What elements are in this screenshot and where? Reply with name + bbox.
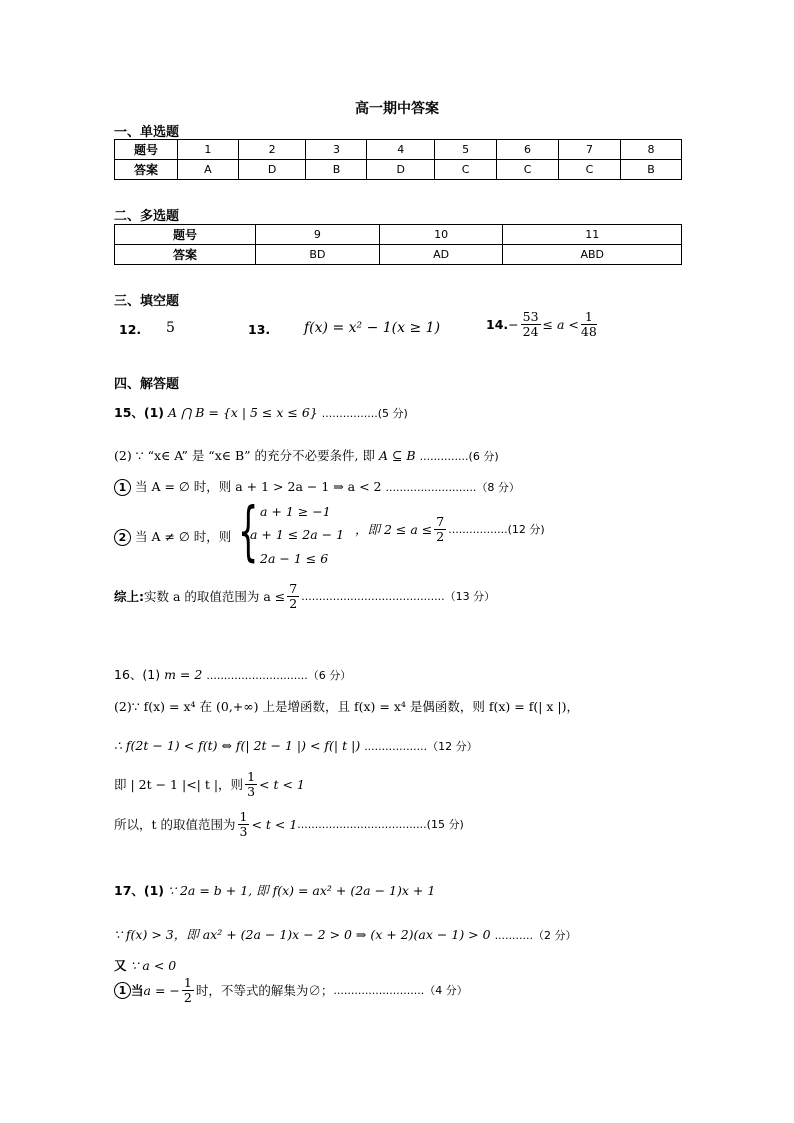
table-cell: D	[367, 160, 435, 180]
fraction	[521, 310, 541, 339]
table-cell: C	[559, 160, 621, 180]
fraction	[238, 810, 250, 839]
table-cell: 1	[178, 140, 239, 160]
q14-label: 14.	[486, 316, 509, 332]
denominator: 2	[183, 989, 192, 1005]
q16-part2: (2)∵ f(x) = x⁴ 在 (0,+∞) 上是增函数，且 f(x) = x⁴ 是偶函数，则 f(x) = f(| x |)，	[114, 699, 580, 714]
q15-p2-text: (2) ∵ “x∈ A” 是 “x∈ B” 的充分不必要条件, 即	[114, 448, 375, 463]
q16-part1	[114, 665, 351, 683]
section1-heading: 一、单选题	[114, 125, 180, 140]
denominator: 3	[239, 823, 248, 839]
table-cell: 10	[379, 225, 503, 245]
numerator: 1	[581, 310, 597, 325]
q16-p5-score: .....................................(15 分)	[297, 818, 464, 832]
q16-p4-post: < t < 1	[259, 776, 305, 792]
table-header-cell: 题号	[115, 225, 256, 245]
q16-part5	[114, 810, 464, 839]
q17-c1-math: a = −	[143, 982, 180, 998]
q15-part2	[114, 446, 499, 464]
q17-case1	[114, 976, 468, 1005]
q15-system-line: a + 1 ≤ 2a − 1	[250, 527, 345, 542]
numerator: 1	[247, 769, 256, 784]
q16-part3	[114, 738, 478, 754]
table-header-cell: 答案	[115, 160, 178, 180]
table-cell: AD	[379, 245, 503, 265]
q15-label: 15、(1)	[114, 405, 165, 420]
q15-case2-result	[355, 515, 545, 544]
q16-p3-score: ..................（12 分）	[364, 740, 478, 753]
table-cell: B	[620, 160, 681, 180]
table-row	[115, 160, 682, 180]
denominator: 24	[522, 323, 539, 339]
table-cell: B	[306, 160, 367, 180]
table-cell: C	[435, 160, 497, 180]
table-cell: 6	[497, 140, 559, 160]
section3-heading: 三、填空题	[114, 294, 180, 309]
q15-c2-mid: ，即 2 ≤ a ≤	[355, 522, 433, 538]
numerator: 1	[183, 975, 192, 990]
q17-label: 17、(1)	[114, 883, 165, 898]
q16-p4-pre: 即 | 2t − 1 |<| t |，则	[114, 777, 244, 793]
q13-label: 13.	[248, 322, 271, 337]
numerator: 53	[522, 309, 539, 324]
q15-sum-label: 综上:	[114, 589, 144, 605]
fraction	[434, 515, 446, 544]
fraction	[581, 310, 597, 339]
table-row	[115, 245, 682, 265]
q17-c1-post: 时，不等式的解集为∅；	[195, 983, 334, 999]
numerator: 1	[239, 809, 248, 824]
q17-p3-label: 又	[114, 958, 127, 973]
q15-p2-math: A ⊆ B	[378, 448, 416, 463]
q15-c1-text: 当 A = ∅ 时，则 a + 1 > 2a − 1 ⇒ a < 2	[134, 479, 382, 494]
q17-p3-text: ∵ a < 0	[130, 958, 177, 973]
q15-system-line: a + 1 ≥ −1	[260, 504, 331, 519]
table-row	[115, 225, 682, 245]
q15-part1	[114, 403, 408, 421]
q16-p1-score: .............................（6 分）	[206, 669, 352, 682]
q12-label: 12.	[119, 322, 142, 337]
q16-p5-post: < t < 1	[251, 816, 298, 832]
table-cell: ABD	[503, 245, 682, 265]
fraction	[245, 770, 257, 799]
q13-answer: f(x) = x² − 1(x ≥ 1)	[304, 320, 441, 336]
table-row	[115, 140, 682, 160]
table-cell: 3	[306, 140, 367, 160]
table-cell: 4	[367, 140, 435, 160]
section2-heading: 二、多选题	[114, 209, 180, 224]
q14-sign: −	[508, 316, 519, 332]
fraction	[287, 582, 299, 611]
q15-c1-score: ..........................（8 分）	[385, 481, 520, 494]
q16-label: 16、(1)	[114, 667, 161, 682]
denominator: 2	[436, 528, 445, 544]
q15-p2-score: ..............(6 分)	[419, 450, 499, 463]
section4-heading: 四、解答题	[114, 377, 180, 392]
table-cell: BD	[256, 245, 380, 265]
table-cell: 7	[559, 140, 621, 160]
q15-p1-math: A ⋂ B = {x | 5 ≤ x ≤ 6}	[168, 405, 318, 420]
q16-p1-math: m = 2	[164, 667, 203, 682]
q15-summary	[114, 582, 495, 611]
circled-number-icon: 2	[114, 529, 131, 546]
q15-sum-text: 实数 a 的取值范围为 a ≤	[144, 589, 286, 605]
multi-choice-table	[114, 224, 682, 265]
q15-sum-score: .........................................（13 分）	[301, 590, 496, 604]
numerator: 7	[436, 514, 445, 529]
table-cell: 11	[503, 225, 682, 245]
left-brace-icon: {	[238, 495, 259, 569]
q17-c1-score: ..........................（4 分）	[333, 984, 468, 998]
page-title: 高一期中答案	[355, 101, 439, 117]
q16-p3-text: ∴ f(2t − 1) < f(t) ⇔ f(| 2t − 1 |) < f(| t |)	[114, 738, 361, 753]
table-cell: 8	[620, 140, 681, 160]
q17-c1-pre: 当	[131, 983, 144, 999]
q16-p5-pre: 所以，t 的取值范围为	[114, 817, 236, 833]
table-header-cell: 题号	[115, 140, 178, 160]
q17-p1-text: ∵ 2a = b + 1, 即 f(x) = ax² + (2a − 1)x + 1	[168, 883, 436, 898]
table-cell: 2	[238, 140, 306, 160]
circled-number-icon: 1	[114, 982, 131, 999]
q16-part4	[114, 770, 305, 799]
table-cell: 5	[435, 140, 497, 160]
table-cell: A	[178, 160, 239, 180]
q17-part2	[114, 925, 577, 943]
q15-case1	[114, 477, 520, 496]
denominator: 48	[580, 323, 597, 339]
table-cell: 9	[256, 225, 380, 245]
fraction	[182, 976, 194, 1005]
q15-c2-score: .................(12 分)	[448, 523, 545, 537]
table-cell: D	[238, 160, 306, 180]
q15-case2-pre	[114, 527, 231, 546]
numerator: 7	[289, 581, 298, 596]
single-choice-table	[114, 139, 682, 180]
q17-p2-score: ...........（2 分）	[494, 929, 577, 942]
q14-mid: ≤ a <	[542, 316, 579, 332]
circled-number-icon: 1	[114, 479, 131, 496]
q12-answer: 5	[166, 320, 175, 336]
q17-part1	[114, 881, 435, 899]
q15-c2-pre: 当 A ≠ ∅ 时，则	[134, 529, 232, 544]
table-cell: C	[497, 160, 559, 180]
q17-part3	[114, 956, 176, 974]
q14-answer	[486, 310, 599, 339]
table-header-cell: 答案	[115, 245, 256, 265]
denominator: 2	[289, 595, 298, 611]
q15-system-line: 2a − 1 ≤ 6	[260, 551, 329, 566]
denominator: 3	[247, 783, 256, 799]
q17-p2-text: ∵ f(x) > 3，即 ax² + (2a − 1)x − 2 > 0 ⇒ (x + 2)(ax − 1) > 0	[114, 927, 491, 942]
q15-p1-score: ................(5 分)	[321, 407, 408, 420]
